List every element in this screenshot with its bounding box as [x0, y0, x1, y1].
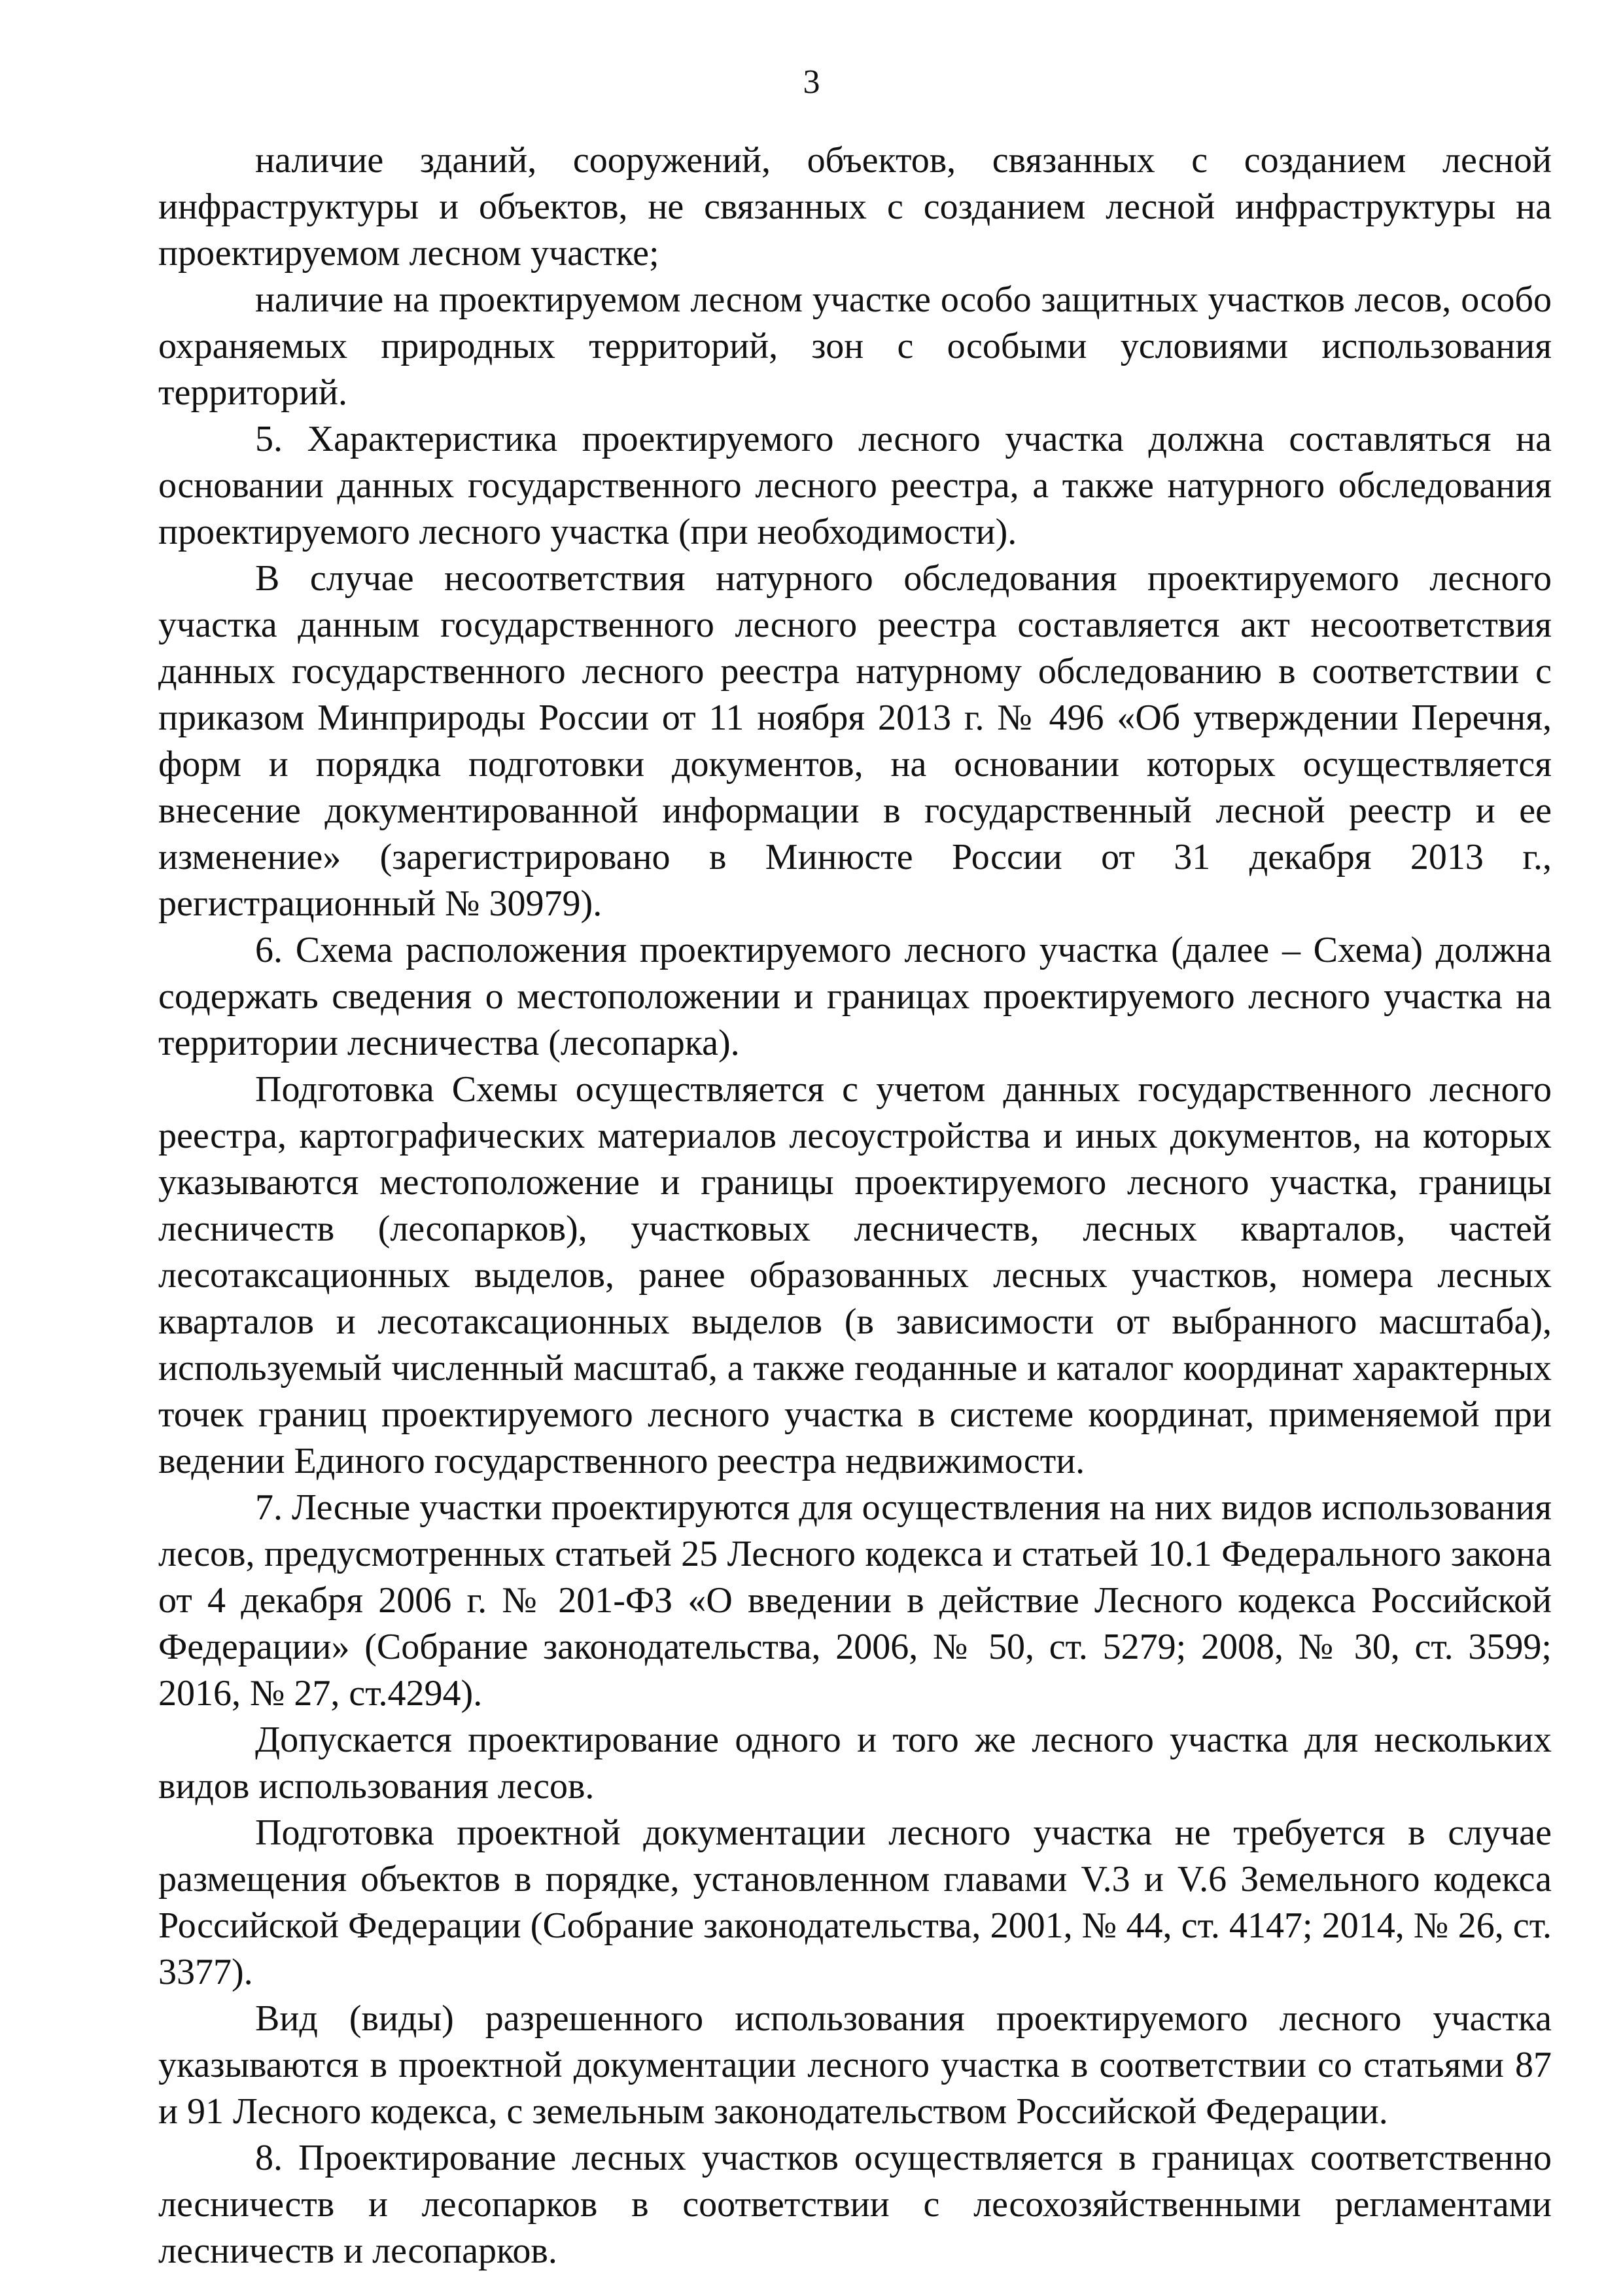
paragraph-item-6: 6. Схема расположения проектируемого лесного участка (далее – Схема) должна содержать сведения о местоположении и границах проектируемого лесного участка на территории лесничества (лесопарка).: [158, 930, 1552, 1063]
paragraph-no-documentation: Подготовка проектной документации лесного участка не требуется в случае размещения объектов в порядке, установленном главами V.3 и V.6 Земельного кодекса Российской Федерации (Собрание законодательства, 2001, № 44, ст. 4147; 2014, № 26, ст. 3377).: [158, 1812, 1552, 1992]
paragraph-item-8: 8. Проектирование лесных участков осуществляется в границах соответственно лесничеств и лесопарков в соответствии с лесохозяйственными регламентами лесничеств и лесопарков.: [158, 2138, 1552, 2271]
document-body: [158, 137, 1552, 2274]
paragraph-mismatch-act: В случае несоответствия натурного обследования проектируемого лесного участка данным государственного лесного реестра составляется акт несоответствия данных государственного лесного реестра натурному обследованию в соответствии с приказом Минприроды России от 11 ноября 2013 г. № 496 «Об утверждении Перечня, форм и порядка подготовки документов, на основании которых осуществляется внесение документированной информации в государственный лесной реестр и ее изменение» (зарегистрировано в Минюсте России от 31 декабря 2013 г., регистрационный № 30979).: [158, 558, 1552, 924]
paragraph-protected-areas: наличие на проектируемом лесном участке особо защитных участков лесов, особо охраняемых природных территорий, зон с особыми условиями использования территорий.: [158, 279, 1552, 413]
paragraph-item-7: 7. Лесные участки проектируются для осуществления на них видов использования лесов, предусмотренных статьей 25 Лесного кодекса и статьей 10.1 Федерального закона от 4 декабря 2006 г. № 201-ФЗ «О введении в действие Лесного кодекса Российской Федерации» (Собрание законодательства, 2006, № 50, ст. 5279; 2008, № 30, ст. 3599; 2016, № 27, ст.4294).: [158, 1487, 1552, 1714]
page-number: 3: [803, 63, 820, 101]
paragraph-item-5: 5. Характеристика проектируемого лесного участка должна составляться на основании данных государственного лесного реестра, а также натурного обследования проектируемого лесного участка (при необходимости).: [158, 419, 1552, 552]
paragraph-buildings: наличие зданий, сооружений, объектов, связанных с созданием лесной инфраструктуры и объектов, не связанных с созданием лесной инфраструктуры на проектируемом лесном участке;: [158, 140, 1552, 274]
paragraph-multiple-uses: Допускается проектирование одного и того же лесного участка для нескольких видов использования лесов.: [158, 1720, 1552, 1807]
paragraph-scheme-preparation: Подготовка Схемы осуществляется с учетом данных государственного лесного реестра, картографических материалов лесоустройства и иных документов, на которых указываются местоположение и границы проектируемого лесного участка, границы лесничеств (лесопарков), участковых лесничеств, лесных кварталов, частей лесотаксационных выделов, ранее образованных лесных участков, номера лесных кварталов и лесотаксационных выделов (в зависимости от выбранного масштаба), используемый численный масштаб, а также геоданные и каталог координат характерных точек границ проектируемого лесного участка в системе координат, применяемой при ведении Единого государственного реестра недвижимости.: [158, 1069, 1552, 1481]
paragraph-permitted-use: Вид (виды) разрешенного использования проектируемого лесного участка указываются в проектной документации лесного участка в соответствии со статьями 87 и 91 Лесного кодекса, с земельным законодательством Российской Федерации.: [158, 1998, 1552, 2132]
